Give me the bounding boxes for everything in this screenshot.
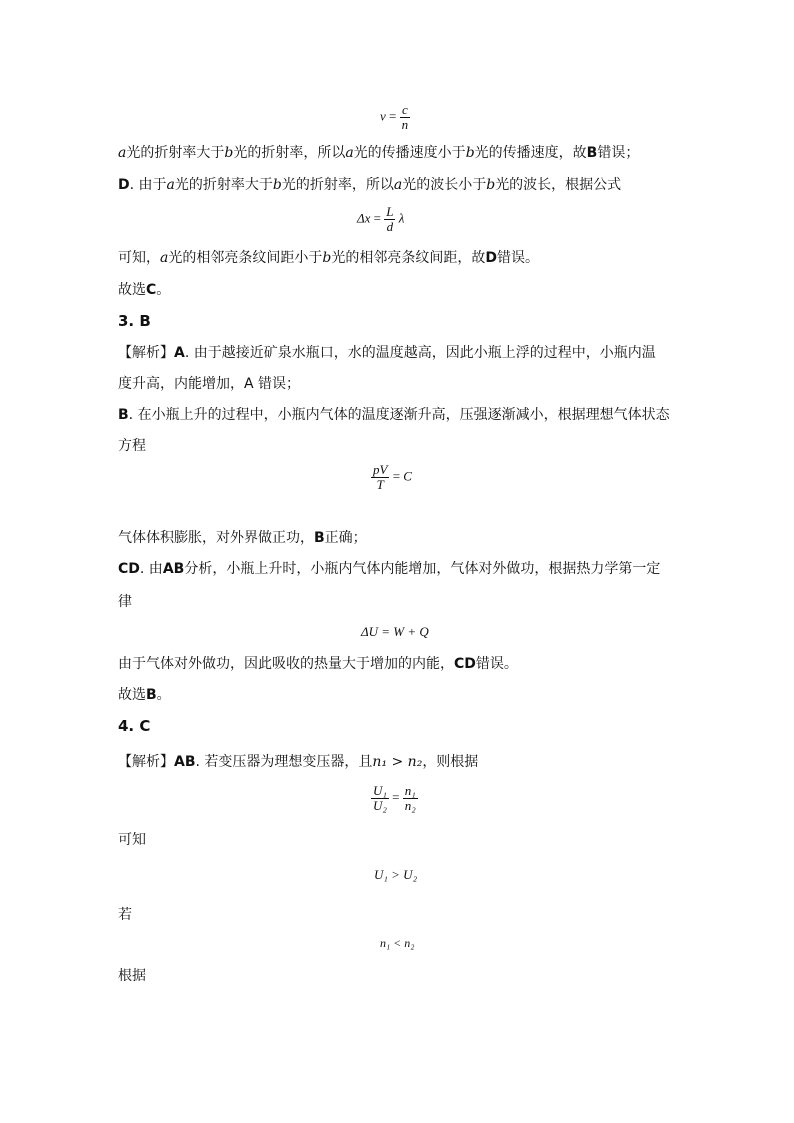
formula-u1-gt-u2: U₁ > U₂ <box>374 867 418 882</box>
answer-line-q3: 故选B。 <box>118 687 171 703</box>
question-3-heading: 3. B <box>118 312 151 330</box>
formula-fringe-spacing: Δx = $\frac{L}{d}$ λ <box>357 204 405 234</box>
formula-transformer-ratio: $\frac{\text{U₁}}{\text{U₂}}$ = $\frac{\text{n₁}}{\text{n₂}}$ <box>373 783 416 813</box>
q3-analysis-b-cont: 方程 <box>118 438 146 454</box>
q3-analysis-cd-cont: 律 <box>118 594 132 610</box>
paragraph-conclusion-spacing: 可知，a光的相邻亮条纹间距小于b光的相邻亮条纹间距，故D错误。 <box>118 250 539 266</box>
q3-analysis-a: 【解析】A. 由于越接近矿泉水瓶口，水的温度越高，因此小瓶上浮的过程中，小瓶内温 <box>118 345 656 361</box>
paragraph-option-d: D. 由于a光的折射率大于b光的折射率，所以a光的波长小于b光的波长，根据公式 <box>118 177 622 193</box>
q3-analysis-b: B. 在小瓶上升的过程中，小瓶内气体的温度逐渐升高，压强逐渐减小，根据理想气体状态 <box>118 407 670 423</box>
formula-ideal-gas: $\frac{pV}{T}$ = C <box>373 462 412 492</box>
question-4-heading: 4. C <box>118 717 151 735</box>
q4-analysis-ab: 【解析】AB. 若变压器为理想变压器，且n₁ > n₂，则根据 <box>118 754 479 770</box>
paragraph-a-b-speed: a光的折射率大于b光的折射率，所以a光的传播速度小于b光的传播速度，故B错误； <box>118 145 640 161</box>
q4-text-according: 根据 <box>118 968 146 984</box>
q3-analysis-a-cont: 度升高，内能增加，A 错误； <box>118 376 301 392</box>
q3-analysis-cd: CD. 由AB分析，小瓶上升时，小瓶内气体内能增加，气体对外做功，根据热力学第一定 <box>118 561 661 577</box>
q4-text-knowing: 可知 <box>118 832 146 848</box>
formula-v: v = $\frac{c}{n}$ <box>380 102 409 132</box>
formula-n1-lt-n2: n₁ < n₂ <box>380 936 415 950</box>
q3-analysis-cd-result: 由于气体对外做功，因此吸收的热量大于增加的内能，CD错误。 <box>118 656 518 672</box>
q4-text-if: 若 <box>118 907 132 923</box>
q3-analysis-b-result: 气体体积膨胀，对外界做正功，B正确； <box>118 530 367 546</box>
formula-first-law: ΔU = W + Q <box>361 624 429 639</box>
answer-line-q2: 故选C。 <box>118 282 171 298</box>
